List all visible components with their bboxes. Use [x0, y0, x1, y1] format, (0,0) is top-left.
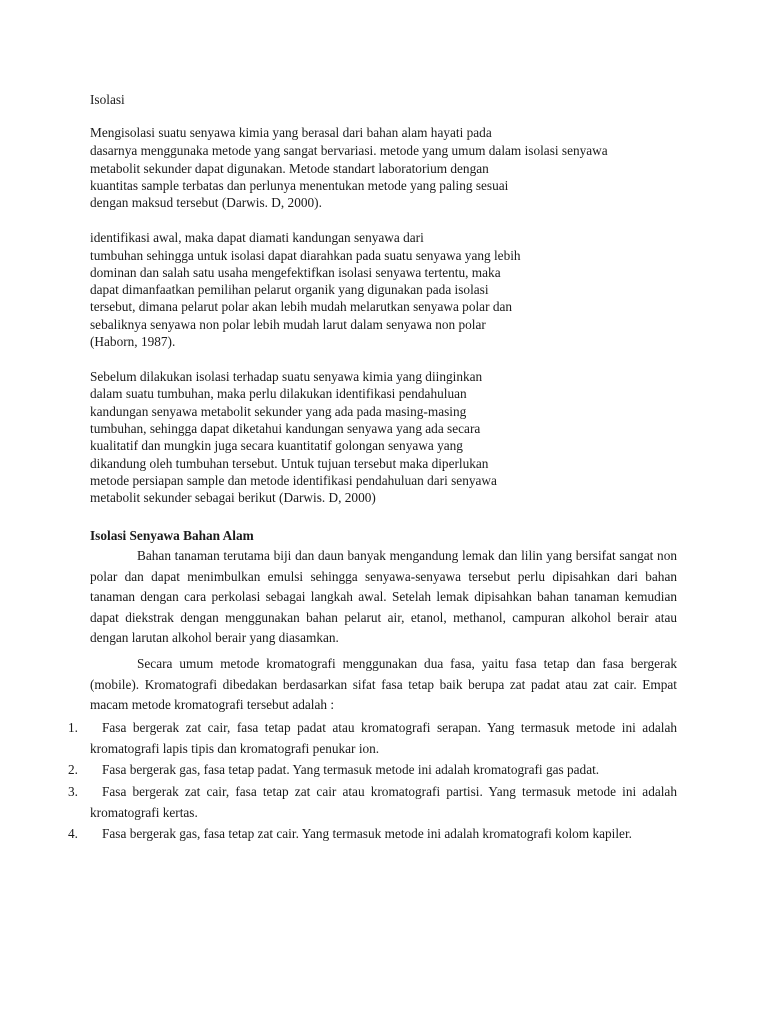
- para2-line: tumbuhan sehingga untuk isolasi dapat diarahkan pada suatu senyawa yang lebih: [90, 248, 521, 263]
- para2-line: (Haborn, 1987).: [90, 334, 176, 349]
- document-title: Isolasi: [90, 92, 125, 107]
- para4: Bahan tanaman terutama biji dan daun banyak mengandung lemak dan lilin yang bersifat sangat non polar dan dapat menimbulkan emulsi sehingga senyawa-senyawa tersebut perlu dipisahkan dari bahan tanaman dengan cara perkolasi sebagai langkah awal. Setelah lemak dipisahkan bahan tanaman kemudian dapat diekstrak dengan menggunakan bahan pelarut air, etanol, methanol, campuran alkohol berair atau dengan larutan alkohol berair yang diasamkan.: [90, 548, 677, 645]
- para3-line: Sebelum dilakukan isolasi terhadap suatu senyawa kimia yang diinginkan: [90, 369, 483, 384]
- para1-line: dengan maksud tersebut (Darwis. D, 2000).: [90, 195, 322, 210]
- para1-line: dasarnya menggunaka metode yang sangat bervariasi. metode yang umum dalam isolasi senyawa: [90, 143, 608, 158]
- para2-line: tersebut, dimana pelarut polar akan lebih mudah melarutkan senyawa polar dan: [90, 299, 513, 314]
- para3-line: kandungan senyawa metabolit sekunder yang ada pada masing-masing: [90, 404, 467, 419]
- para5: Secara umum metode kromatografi menggunakan dua fasa, yaitu fasa tetap dan fasa bergerak (mobile). Kromatografi dibedakan berdasarkan sifat fasa tetap baik berupa zat padat atau zat cair. Empat macam metode kromatografi tersebut adalah :: [90, 656, 677, 712]
- para2-line: dapat dimanfaatkan pemilihan pelarut organik yang digunakan pada isolasi: [90, 282, 489, 297]
- para3-line: dalam suatu tumbuhan, maka perlu dilakukan identifikasi pendahuluan: [90, 386, 467, 401]
- para3-line: dikandung oleh tumbuhan tersebut. Untuk tujuan tersebut maka diperlukan: [90, 456, 489, 471]
- list-number: 1.: [68, 720, 78, 735]
- para2-line: dominan dan salah satu usaha mengefektifkan isolasi senyawa tertentu, maka: [90, 265, 501, 280]
- section-heading: Isolasi Senyawa Bahan Alam: [90, 528, 254, 543]
- para1-line: Mengisolasi suatu senyawa kimia yang berasal dari bahan alam hayati pada: [90, 125, 492, 140]
- list-number: 3.: [68, 784, 78, 799]
- para2-line: identifikasi awal, maka dapat diamati kandungan senyawa dari: [90, 230, 424, 245]
- list-item-text: Fasa bergerak zat cair, fasa tetap zat cair atau kromatografi partisi. Yang termasuk metode ini adalah kromatografi kertas.: [90, 784, 677, 820]
- para3-line: kualitatif dan mungkin juga secara kuantitatif golongan senyawa yang: [90, 438, 463, 453]
- para3-line: metabolit sekunder sebagai berikut (Darwis. D, 2000): [90, 490, 376, 505]
- list-number: 2.: [68, 762, 78, 777]
- para2-line: sebaliknya senyawa non polar lebih mudah larut dalam senyawa non polar: [90, 317, 486, 332]
- list-item-text: Fasa bergerak zat cair, fasa tetap padat atau kromatografi serapan. Yang termasuk metode ini adalah kromatografi lapis tipis dan kromatografi penukar ion.: [90, 720, 677, 756]
- para3-line: metode persiapan sample dan metode identifikasi pendahuluan dari senyawa: [90, 473, 497, 488]
- list-item-text: Fasa bergerak gas, fasa tetap padat. Yang termasuk metode ini adalah kromatografi gas padat.: [102, 762, 600, 777]
- para1-line: metabolit sekunder dapat digunakan. Metode standart laboratorium dengan: [90, 161, 489, 176]
- para1-line: kuantitas sample terbatas dan perlunya menentukan metode yang paling sesuai: [90, 178, 509, 193]
- list-item-text: Fasa bergerak gas, fasa tetap zat cair. Yang termasuk metode ini adalah kromatografi kolom kapiler.: [102, 826, 632, 841]
- para3-line: tumbuhan, sehingga dapat diketahui kandungan senyawa yang ada secara: [90, 421, 481, 436]
- list-number: 4.: [68, 826, 78, 841]
